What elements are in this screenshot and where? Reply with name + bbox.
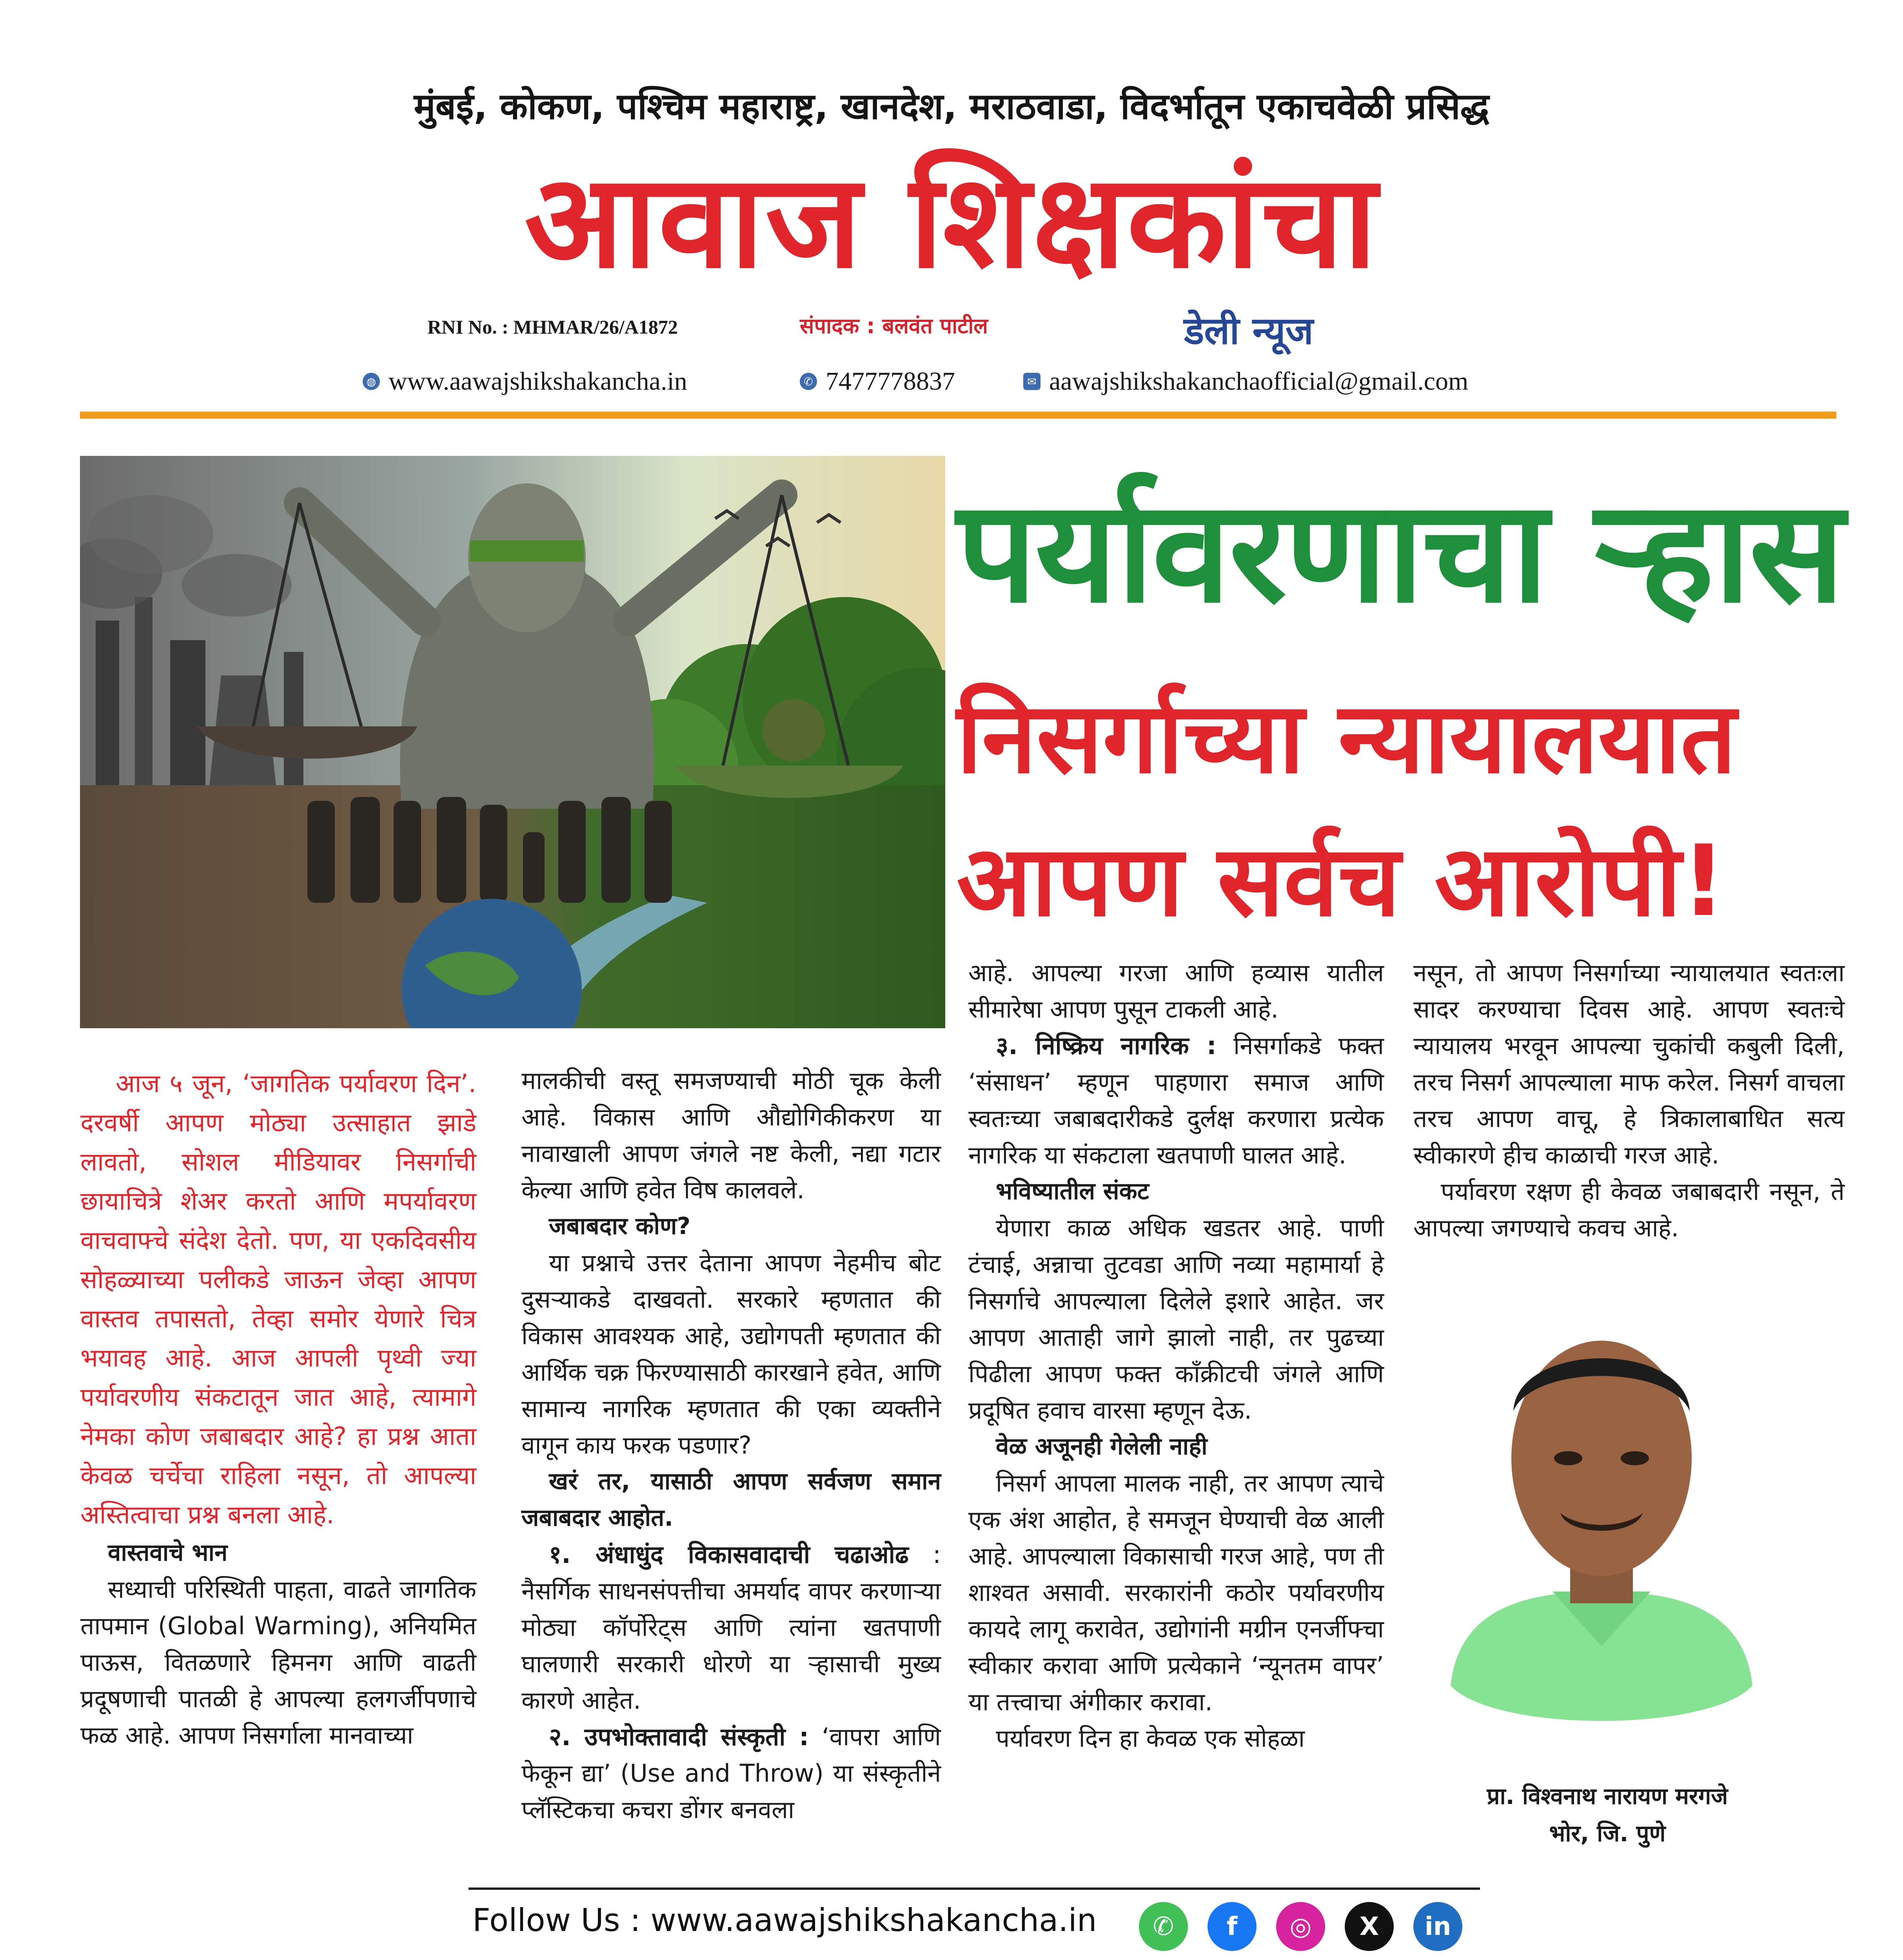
article-column-4	[1413, 955, 1845, 1246]
paragraph: मालकीची वस्तू समजण्याची मोठी चूक केली आहे. विकास आणि औद्योगिकीकरण या नावाखाली आपण जंगले नष्ट केली, नद्या गटार केल्या आणि हवेत विष कालवले.	[521, 1066, 941, 1204]
point-1-text: : नैसर्गिक साधनसंपत्तीचा अमर्याद वापर करणाऱ्या मोठ्या कॉर्पोरेट्स आणि त्यांना खतपाणी घालणारी सरकारी धोरणे या ऱ्हासाची मुख्य कारणे आहेत.	[521, 1540, 941, 1715]
point-2-text: ‘वापरा आणि फेकून द्या’ (Use and Throw) या संस्कृतीने प्लॅस्टिकचा कचरा डोंगर बनवला	[521, 1722, 941, 1824]
numbered-point-3	[968, 1027, 1384, 1173]
instagram-icon[interactable]: ◎	[1276, 1902, 1325, 1951]
paragraph: नसून, तो आपण निसर्गाच्या न्यायालयात स्वतःला सादर करण्याचा दिवस आहे. आपण स्वतःचे न्यायालय भरवून आपल्या चुकांची कबुली दिली, तरच निसर्ग आपल्याला माफ करेल. निसर्ग वाचला तरच आपण वाचू, हे त्रिकालाबाधित सत्य स्वीकारणे हीच काळाची गरज आहे.	[1413, 958, 1845, 1169]
x-icon[interactable]: X	[1345, 1902, 1394, 1951]
phone-icon: ✆	[800, 373, 817, 390]
paragraph: या प्रश्नाचे उत्तर देताना आपण नेहमीच बोट दुसऱ्याकडे दाखवतो. सरकारे म्हणतात की विकास आवश्यक आहे, उद्योगपती म्हणतात की आर्थिक चक्र फिरण्यासाठी कारखाने हवेत, आणि सामान्य नागरिक म्हणतात की एका व्यक्तीने वागून काय फरक पडणार?	[521, 1249, 941, 1459]
subheading-all-responsible: खरं तर, यासाठी आपण सर्वजण समान जबाबदार आहोत.	[521, 1468, 941, 1532]
email-text: aawajshikshakanchaofficial@gmail.com	[1049, 367, 1469, 396]
subheading-still-time: वेळ अजूनही गेलेली नाही	[996, 1433, 1208, 1460]
rni-number: RNI No. : MHMAR/26/A1872	[427, 316, 678, 338]
numbered-point-2	[521, 1719, 941, 1828]
article-illustration	[80, 456, 945, 1028]
point-2-heading: २. उपभोक्तावादी संस्कृती :	[549, 1722, 809, 1751]
headline-line-1: पर्यावरणाचा ऱ्हास	[957, 470, 1843, 634]
article-column-1	[80, 1064, 476, 1753]
numbered-point-1	[521, 1536, 941, 1719]
point-3-text: निसर्गाकडे फक्त ‘संसाधन’ म्हणून पाहणारा समाज आणि स्वतःच्या जबाबदारीकडे दुर्लक्ष करणारा प्रत्येक नागरिक या संकटाला खतपाणी घालत आहे.	[968, 1031, 1384, 1169]
paragraph: पर्यावरण दिन हा केवळ एक सोहळा	[996, 1724, 1305, 1753]
paragraph: निसर्ग आपला मालक नाही, तर आपण त्याचे एक अंश आहोत, हे समजून घेण्याची वेळ आली आहे. आपल्याला विकासाची गरज आहे, पण ती शाश्वत असावी. सरकारांनी कठोर पर्यावरणीय कायदे लागू करावेत, उद्योगांनी मग्रीन एनर्जीफ्चा स्वीकार करावा आणि प्रत्येकाने ‘न्यूनतम वापर’ या तत्त्वाचा अंगीकार करावा.	[968, 1469, 1384, 1716]
point-1-heading: १. अंधाधुंद विकासवादाची चढाओढ	[549, 1540, 909, 1569]
paragraph: आहे. आपल्या गरजा आणि हव्यास यातील सीमारेषा आपण पुसून टाकली आहे.	[968, 958, 1384, 1024]
linkedin-icon[interactable]: in	[1413, 1902, 1462, 1951]
phone-text: 7477778837	[826, 367, 955, 396]
globe-icon: ◍	[363, 373, 380, 390]
author-name: प्रा. विश्वनाथ नारायण मरगजे	[1487, 1783, 1728, 1809]
author-photo	[1435, 1294, 1768, 1740]
contact-phone[interactable]	[800, 367, 955, 396]
whatsapp-icon[interactable]: ✆	[1139, 1902, 1188, 1951]
facebook-icon[interactable]: f	[1208, 1902, 1257, 1951]
mail-icon: ✉	[1023, 373, 1040, 390]
point-3-heading: ३. निष्क्रिय नागरिक :	[996, 1031, 1217, 1060]
article-column-2	[521, 1062, 941, 1828]
contact-email[interactable]	[1023, 367, 1468, 396]
masthead-title: आवाज शिक्षकांचा	[524, 146, 1379, 297]
paragraph: येणारा काळ अधिक खडतर आहे. पाणी टंचाई, अन्नाचा तुटवडा आणि नव्या महामार्या हे निसर्गाचे आपल्याला दिलेले इशारे आहेत. जर आपण आताही जागे झालो नाही, तर पुढच्या पिढीला आपण फक्त काँक्रीटची जंगले आणि प्रदूषित हवाच वारसा म्हणून देऊ.	[968, 1214, 1384, 1425]
edition-label: डेली न्यूज	[1184, 309, 1313, 353]
author-place: भोर, जि. पुणे	[1549, 1820, 1666, 1847]
paragraph: पर्यावरण रक्षण ही केवळ जबाबदारी नसून, ते आपल्या जगण्याचे कवच आहे.	[1413, 1177, 1845, 1242]
website-text: www.aawajshikshakancha.in	[389, 367, 687, 396]
article-column-3	[968, 955, 1384, 1757]
headline-line-3: आपण सर्वच आरोपी!	[957, 824, 1726, 938]
follow-us-text[interactable]: Follow Us : www.aawajshikshakancha.in	[472, 1902, 1097, 1938]
contact-website[interactable]	[363, 367, 687, 396]
footer-rule-top	[468, 1887, 1480, 1890]
editor-name: संपादक : बलवंत पाटील	[800, 314, 988, 338]
lead-paragraph: आज ५ जून, ‘जागतिक पर्यावरण दिन’. दरवर्षी आपण मोठ्या उत्साहात झाडे लावतो, सोशल मीडियावर निसर्गाची छायाचित्रे शेअर करतो आणि मपर्यावरण वाचवाफ्चे संदेश देतो. पण, या एकदिवसीय सोहळ्याच्या पलीकडे जाऊन जेव्हा आपण वास्तव तपासतो, तेव्हा समोर येणारे चित्र भयावह आहे. आज आपली पृथ्वी ज्या पर्यावरणीय संकटातून जात आहे, त्यामागे नेमका कोण जबाबदार आहे? हा प्रश्न आता केवळ चर्चेचा राहिला नसून, तो आपल्या अस्तित्वाचा प्रश्न बनला आहे.	[80, 1069, 476, 1530]
header-rule	[80, 412, 1836, 419]
paragraph: सध्याची परिस्थिती पाहता, वाढते जागतिक तापमान (Global Warming), अनियमित पाऊस, वितळणारे हिमनग आणि वाढती प्रदूषणाची पातळी हे आपल्या हलगर्जीपणाचे फळ आहे. आपण निसर्गाला मानवाच्या	[80, 1575, 476, 1749]
headline-line-2: निसर्गाच्या न्यायालयात	[957, 681, 1736, 795]
subheading-who-responsible: जबाबदार कोण?	[549, 1212, 691, 1240]
subheading-future-crisis: भविष्यातील संकट	[996, 1178, 1149, 1205]
author-byline	[1411, 1778, 1803, 1852]
tagline: मुंबई, कोकण, पश्चिम महाराष्ट्र, खानदेश, मराठवाडा, विदर्भातून एकाचवेळी प्रसिद्ध	[414, 85, 1489, 127]
subheading-reality: वास्तवाचे भान	[108, 1539, 228, 1566]
